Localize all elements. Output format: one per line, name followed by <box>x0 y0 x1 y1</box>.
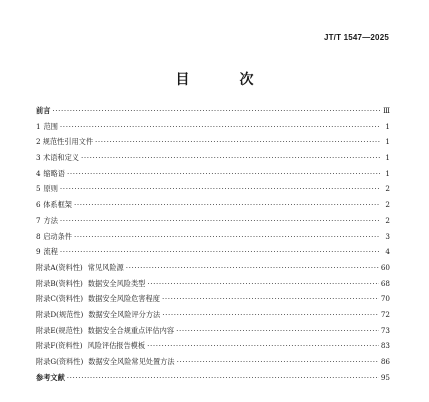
toc-entry-number: 2 <box>36 137 41 147</box>
toc-dot-leader <box>147 338 379 354</box>
toc-entry-annex-label: 附录A(资料性) <box>36 262 83 272</box>
toc-dot-leader <box>60 119 380 135</box>
toc-entry-page-number: 60 <box>380 262 390 272</box>
toc-entry-page-number: 3 <box>385 231 390 241</box>
toc-dot-leader <box>74 197 380 213</box>
toc-entry[interactable] <box>36 119 390 135</box>
toc-entry-page-number: 72 <box>380 309 390 319</box>
toc-dot-leader <box>60 213 380 229</box>
toc-entry-title: 原则 <box>43 184 58 194</box>
toc-entry-title: 规范性引用文件 <box>42 137 94 147</box>
toc-entry[interactable] <box>36 103 390 119</box>
toc-entry-page-number: Ⅲ <box>383 106 390 115</box>
toc-entry-page-number: 1 <box>385 153 390 163</box>
toc-entry-title: 方法 <box>43 215 58 225</box>
toc-entry-title: 数据安全风险常见处置方法 <box>88 357 175 366</box>
toc-entry-page-number: 68 <box>380 278 390 288</box>
toc-entry[interactable] <box>36 354 390 370</box>
toc-dot-leader <box>162 291 379 307</box>
toc-entry[interactable] <box>36 291 390 307</box>
toc-entry-title: 范围 <box>43 121 58 131</box>
toc-entry[interactable] <box>36 370 390 386</box>
toc-entry-title: 参考文献 <box>36 372 65 382</box>
toc-dot-leader <box>74 229 380 245</box>
toc-dot-leader <box>60 181 380 197</box>
toc-entry-page-number: 2 <box>385 200 390 210</box>
table-of-contents <box>36 103 390 385</box>
toc-entry[interactable] <box>36 276 390 292</box>
toc-entry-title: 数据安全合规重点评估内容 <box>87 325 175 335</box>
toc-entry-annex-label: 附录B(资料性) <box>36 278 83 288</box>
toc-entry-number: 3 <box>36 153 41 163</box>
toc-entry-page-number: 2 <box>385 215 390 225</box>
toc-heading: 目 次 <box>175 72 272 88</box>
toc-entry-page-number: 1 <box>385 137 390 147</box>
toc-dot-leader <box>147 276 379 292</box>
toc-dot-leader <box>177 354 379 370</box>
toc-entry[interactable] <box>36 338 390 354</box>
toc-entry-page-number: 83 <box>380 341 390 351</box>
toc-entry[interactable] <box>36 323 390 339</box>
toc-dot-leader <box>67 370 379 386</box>
toc-entry-annex-label: 附录F(资料性) <box>36 341 83 351</box>
toc-entry-number: 5 <box>36 184 41 194</box>
toc-entry-number: 4 <box>36 168 41 178</box>
toc-entry[interactable] <box>36 213 390 229</box>
toc-entry-page-number: 1 <box>385 168 390 178</box>
toc-entry[interactable] <box>36 307 390 323</box>
toc-entry-title: 启动条件 <box>43 231 72 241</box>
toc-entry-page-number: 86 <box>380 357 390 366</box>
toc-dot-leader <box>95 134 380 150</box>
toc-dot-leader <box>162 307 379 323</box>
toc-entry-title: 数据安全风险危害程度 <box>88 294 160 304</box>
toc-entry[interactable] <box>36 260 390 276</box>
toc-entry-title: 体系框架 <box>43 200 72 210</box>
toc-entry-page-number: 1 <box>385 121 390 131</box>
toc-entry-page-number: 70 <box>380 294 390 304</box>
toc-dot-leader <box>81 150 380 166</box>
toc-entry-title: 数据安全风险类型 <box>87 278 146 288</box>
toc-entry-number: 6 <box>36 200 41 210</box>
toc-entry-title: 数据安全风险评分方法 <box>88 309 161 319</box>
toc-entry-annex-label: 附录G(资料性) <box>36 357 84 366</box>
toc-entry-annex-label: 附录D(规范性) <box>36 309 84 319</box>
toc-entry-page-number: 73 <box>380 325 390 335</box>
toc-entry-title: 前言 <box>36 106 51 115</box>
toc-dot-leader <box>176 323 379 339</box>
toc-entry[interactable] <box>36 150 390 166</box>
toc-entry-number: 1 <box>36 121 41 131</box>
toc-entry-title: 风险评估报告模板 <box>87 341 146 351</box>
toc-entry[interactable] <box>36 229 390 245</box>
toc-entry-page-number: 2 <box>385 184 390 194</box>
document-code: JT/T 1547—2025 <box>323 33 389 42</box>
toc-entry-title: 术语和定义 <box>43 153 79 163</box>
toc-entry[interactable] <box>36 181 390 197</box>
toc-entry[interactable] <box>36 197 390 213</box>
toc-entry[interactable] <box>36 134 390 150</box>
toc-dot-leader <box>126 260 379 276</box>
toc-entry[interactable] <box>36 166 390 182</box>
toc-entry-number: 9 <box>36 247 41 257</box>
toc-entry-page-number: 95 <box>380 372 390 382</box>
toc-dot-leader <box>60 244 380 260</box>
toc-entry-number: 8 <box>36 231 41 241</box>
toc-dot-leader <box>52 103 380 119</box>
toc-entry-number: 7 <box>36 215 41 225</box>
toc-dot-leader <box>67 166 380 182</box>
toc-entry-annex-label: 附录E(规范性) <box>36 325 83 335</box>
toc-entry-title: 缩略语 <box>43 168 65 178</box>
toc-entry-page-number: 4 <box>385 247 390 257</box>
toc-entry-annex-label: 附录C(资料性) <box>36 294 84 304</box>
toc-entry-title: 流程 <box>43 247 58 257</box>
toc-entry[interactable] <box>36 244 390 260</box>
toc-entry-title: 常见风险源 <box>87 262 124 272</box>
